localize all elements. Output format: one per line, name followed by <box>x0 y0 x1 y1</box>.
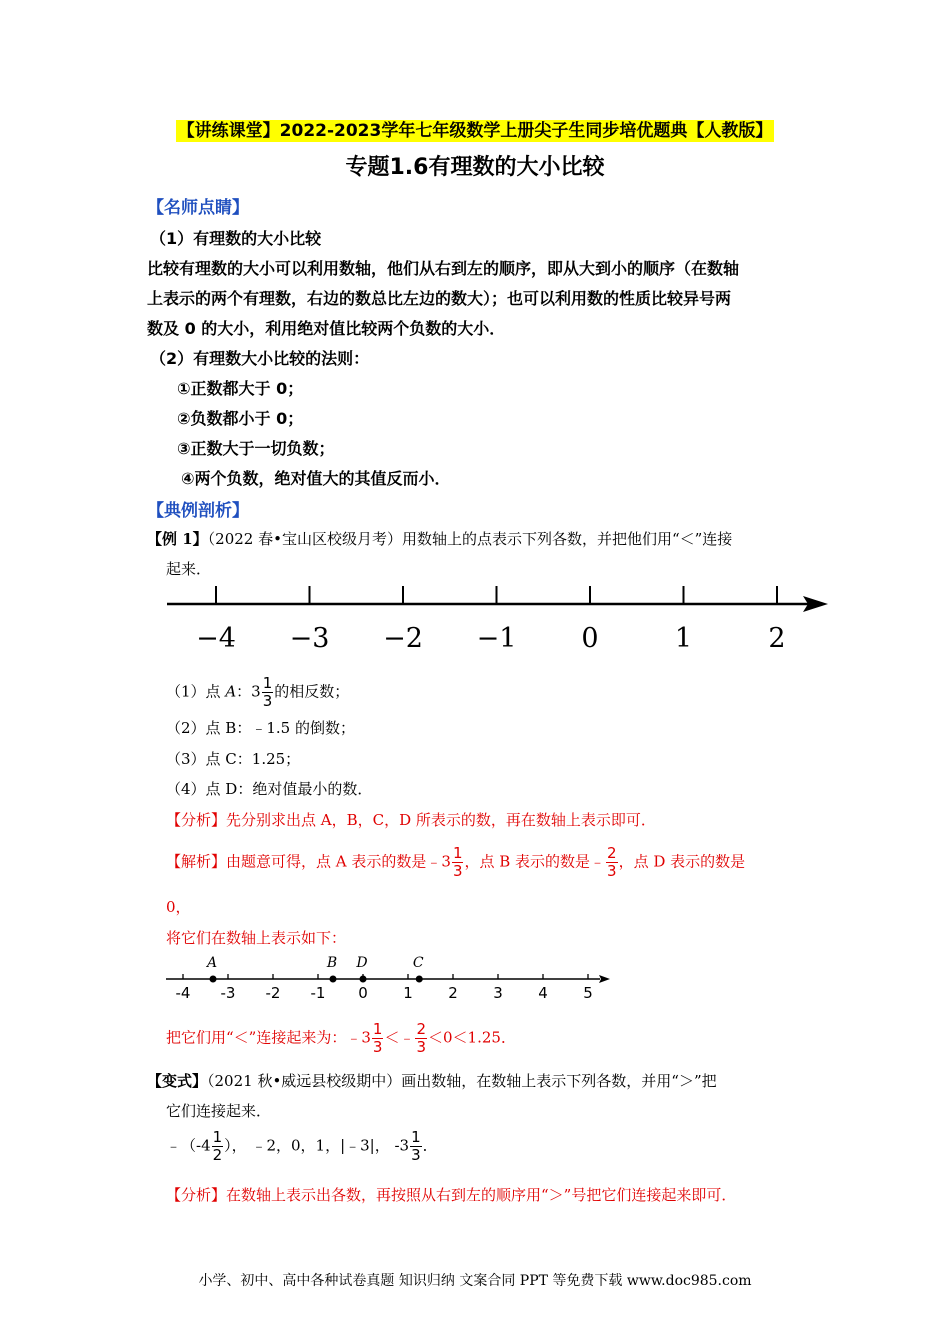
rule-item: ③正数大于一切负数； <box>177 439 335 458</box>
tick-label: 0 <box>358 984 368 1002</box>
rule-item: ②负数都小于 0； <box>177 409 304 428</box>
teacher-tips-heading: 【名师点睛】 <box>147 198 249 218</box>
number-line-large <box>0 585 950 655</box>
fraction-two-thirds: $\frac{2}{3}$ <box>416 1020 426 1056</box>
point-label: D <box>356 955 368 971</box>
item2-title: （2）有理数大小比较的法则： <box>150 349 370 368</box>
tick-label: -3 <box>220 984 236 1002</box>
point-d <box>360 976 367 983</box>
tick-label: 0 <box>581 623 599 654</box>
point-b <box>329 976 336 983</box>
item1-title: （1）有理数的大小比较 <box>150 229 322 248</box>
question-2: （2）点 B：﹣1.5 的倒数； <box>166 719 355 737</box>
variant-line1: 【变式】（2021 秋•威远县校级期中）画出数轴，在数轴上表示下列各数，并用“＞”把 <box>147 1072 717 1090</box>
tick-label: 2 <box>768 623 786 654</box>
fraction-one-third: $\frac{1}{3}$ <box>452 844 463 880</box>
point-label: B <box>326 955 338 971</box>
tick-label: 5 <box>583 984 593 1002</box>
fraction-one-third: $\frac{1}{3}$ <box>372 1020 383 1056</box>
question-4: （4）点 D：绝对值最小的数． <box>166 780 373 798</box>
rule-item: ④两个负数，绝对值大的其值反而小． <box>181 469 451 488</box>
tick-label: 2 <box>448 984 458 1002</box>
variant-analysis: 【分析】在数轴上表示出各数，再按照从右到左的顺序用“＞”号把它们连接起来即可． <box>166 1186 737 1204</box>
fraction-two-thirds: $\frac{2}{3}$ <box>607 844 617 880</box>
question-3: （3）点 C：1.25； <box>166 750 301 768</box>
header-text: 【讲练课堂】2022-2023学年七年级数学上册尖子生同步培优题典【人教版】 <box>177 121 773 141</box>
analysis-label: 【分析】 <box>166 1186 227 1204</box>
tick-label: −4 <box>196 623 236 654</box>
tick-label: -4 <box>175 984 191 1002</box>
point-a <box>210 976 217 983</box>
example1-label: 【例 1】 <box>147 530 208 548</box>
tick-label: 4 <box>538 984 548 1002</box>
number-line-points <box>0 950 950 1010</box>
item1-line: 数及 0 的大小，利用绝对值比较两个负数的大小． <box>147 319 506 338</box>
example1-line2: 起来． <box>166 560 212 578</box>
analysis-label: 【分析】 <box>166 811 227 829</box>
tick-label: 1 <box>674 623 693 654</box>
fraction-one-half: $\frac{1}{2}$ <box>212 1128 223 1164</box>
tick-label: -2 <box>265 984 281 1002</box>
variant-numbers: ﹣（-4 $\frac{1}{2}$ ）， ﹣2，0，1，|﹣3|， -3 $\frac{1}{3}$ ． <box>166 1128 438 1164</box>
header-banner <box>0 116 950 141</box>
solution-label: 【解析】 <box>166 852 227 871</box>
conclusion-line: 把它们用“＜”连接起来为：﹣3 $\frac{1}{3}$ ＜﹣ $\frac{2}{3}$ ＜0＜1.25． <box>166 1020 516 1056</box>
tick-label: −3 <box>289 623 330 654</box>
tick-label: -1 <box>310 984 326 1002</box>
examples-heading: 【典例剖析】 <box>147 501 249 521</box>
tick-label: −2 <box>383 623 423 654</box>
variant-label: 【变式】 <box>147 1072 208 1090</box>
tick-label: 1 <box>403 984 413 1002</box>
solution-axis-intro: 将它们在数轴上表示如下： <box>166 929 347 947</box>
point-label: C <box>412 955 424 971</box>
solution-zero: 0， <box>166 898 191 916</box>
solution-line: 【解析】由题意可得，点 A 表示的数是﹣3 $\frac{1}{3}$ ，点 B 表示的数是﹣ $\frac{2}{3}$ ，点 D 表示的数是 <box>166 844 746 880</box>
example1-line1 <box>147 528 732 549</box>
page-title: 专题1.6有理数的大小比较 <box>345 155 605 180</box>
axis-arrow <box>599 975 610 983</box>
point-c <box>416 976 423 983</box>
item1-line: 比较有理数的大小可以利用数轴，他们从右到左的顺序，即从大到小的顺序（在数轴 <box>147 259 740 278</box>
rule-item: ①正数都大于 0； <box>177 379 304 398</box>
item1-line: 上表示的两个有理数，右边的数总比左边的数大）；也可以利用数的性质比较异号两 <box>147 289 732 308</box>
analysis-line: 【分析】先分别求出点 A，B，C，D 所表示的数，再在数轴上表示即可． <box>166 811 656 829</box>
fraction-one-third: $\frac{1}{3}$ <box>411 1128 421 1164</box>
variant-line2: 它们连接起来． <box>166 1102 272 1120</box>
point-label: A <box>206 955 218 971</box>
tick-label: 3 <box>493 984 503 1002</box>
fraction-one-third: $\frac{1}{3}$ <box>262 674 273 710</box>
question-1: （1）点 A：3 $\frac{1}{3}$ 的相反数； <box>166 674 350 710</box>
example1-text: （2022 春•宝山区校级月考）用数轴上的点表示下列各数，并把他们用“＜”连接 <box>207 530 733 548</box>
tick-label: −1 <box>476 623 517 654</box>
footer-text: 小学、初中、高中各种试卷真题 知识归纳 文案合同 PPT 等免费下载 www.doc985.com <box>198 1273 752 1289</box>
